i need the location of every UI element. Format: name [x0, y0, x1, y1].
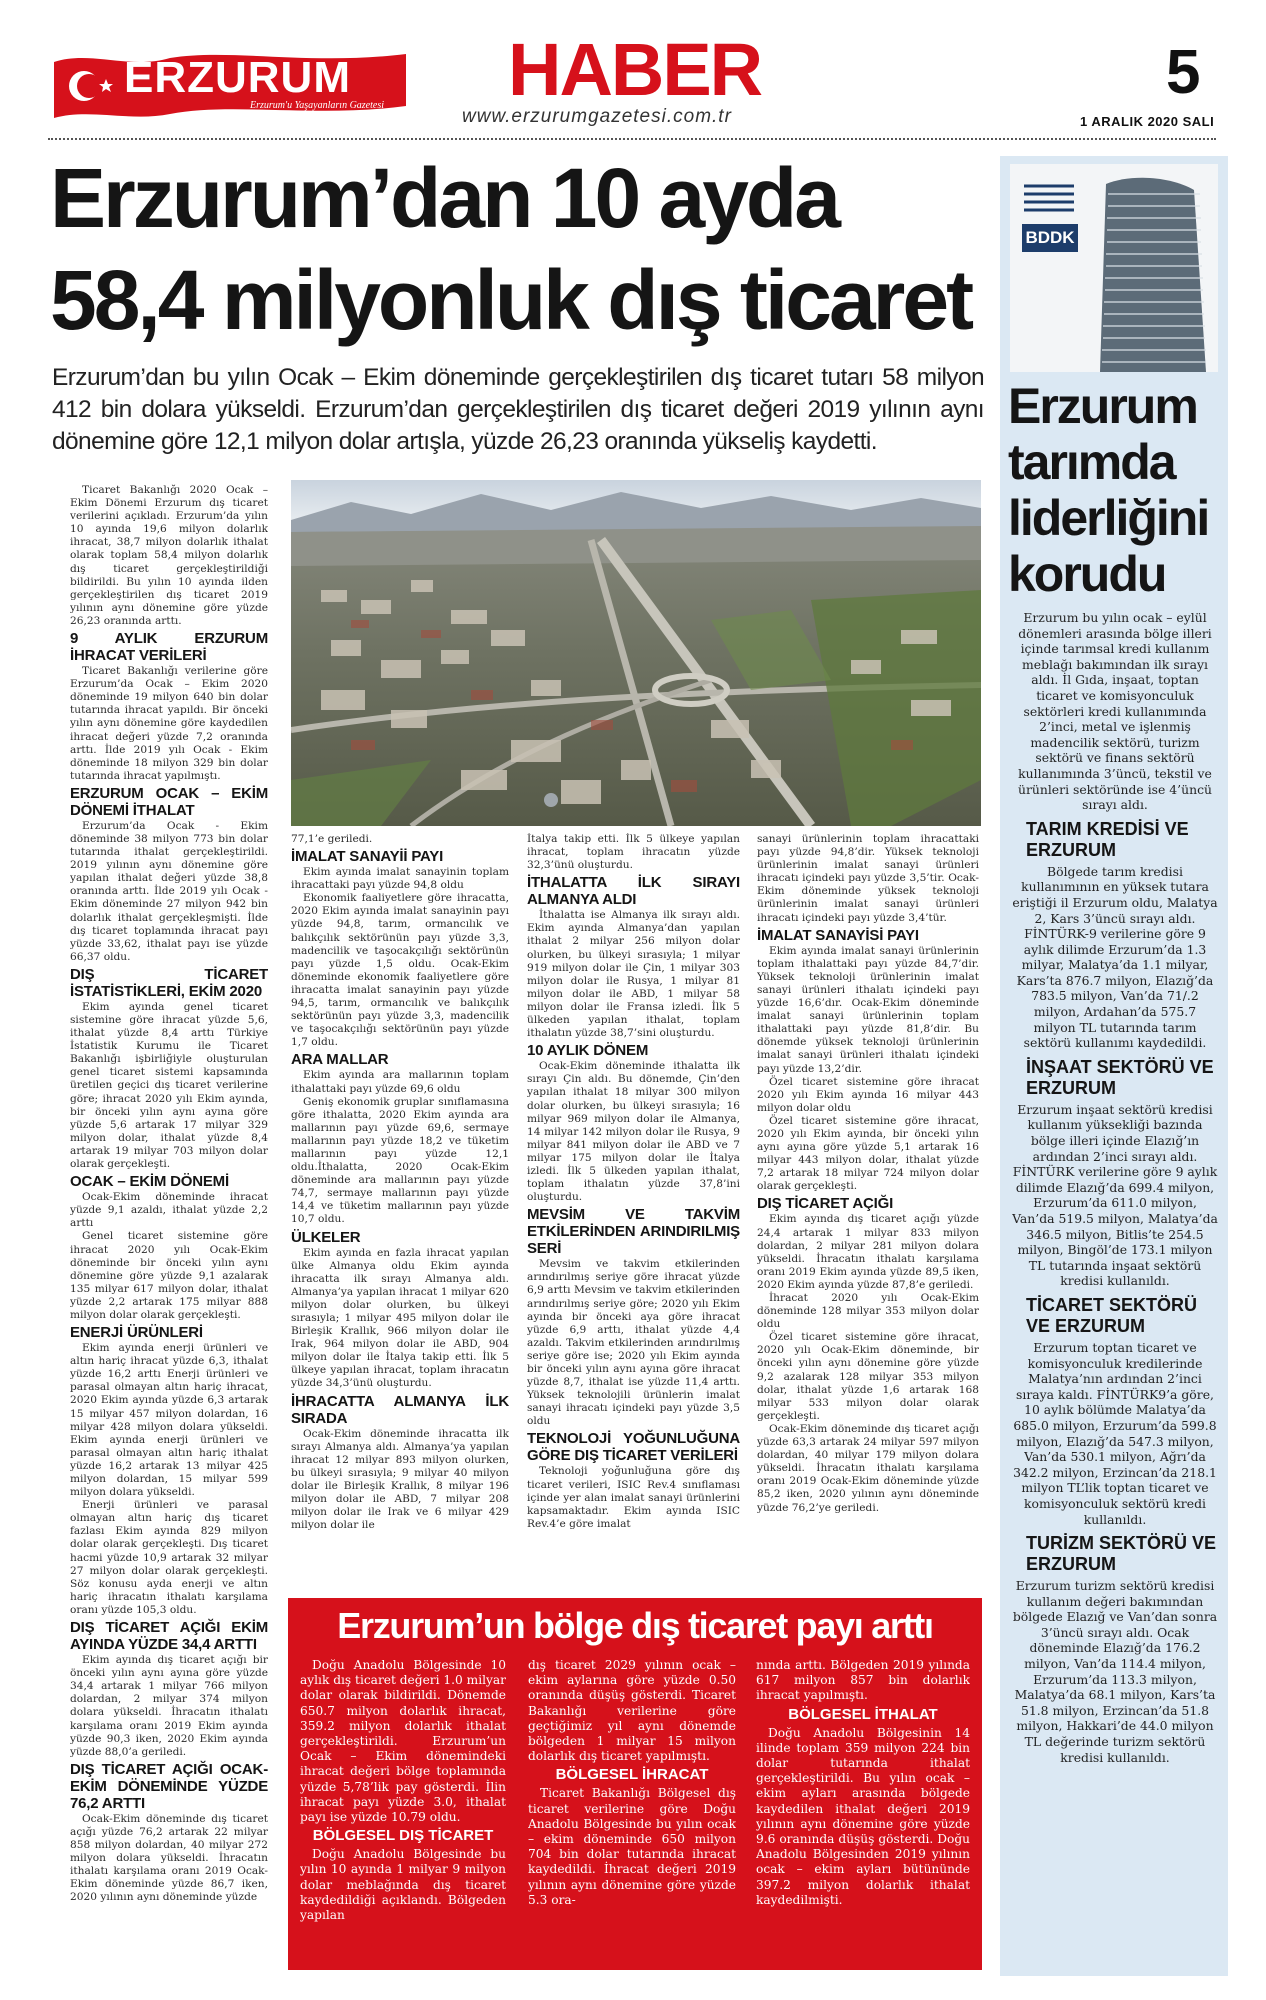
paragraph: Özel ticaret sistemine göre ihracat 2020 yılı Ekim ayında 16 milyar 443 milyon dolar oldu: [757, 1075, 979, 1114]
sidebar-title: Erzurum tarımda liderliğini korudu: [1008, 378, 1209, 602]
paragraph: Doğu Anadolu Bölgesinde 10 aylık dış ticaret değeri 1.0 milyar dolar olarak bildirildi. Dönemde 650.7 milyon dolarlık ihracat, 359.2 milyon dolarlık ithalat gerçekleştirildi. Erzurum’un Ocak – Ekim dönemindeki ihracat değeri bölge toplamında yüzde 5,78’lik pay gösterdi. İlin ihracat payı yüzde 3.0, ithalat payı ise yüzde 10.79 oldu.: [300, 1658, 506, 1825]
paragraph: Erzurum inşaat sektörü kredisi kullanım yüksekliği bazında bölge illeri içinde Elazığ’ın ardından 2’inci sırayı aldı. FİNTÜRK verilerine göre 9 aylık dilimde Elazığ’da 699.4 milyon, Erzurum’da 611.0 milyon, Van’da 519.5 milyon, Malatya’da 346.5 milyon, Bitlis’te 254.5 milyon, Bingöl’de 173.1 milyon TL tutarında inşaat sektörü kredisi kullanıldı.: [1012, 1101, 1218, 1289]
paragraph: Enerji ürünleri ve parasal olmayan altın hariç dış ticaret fazlası Ekim ayında 829 milyon dolar olarak gerçekleşti. Dış ticaret hacmi yüzde 10,9 artarak 32 milyar 27 milyon dolar olarak gerçekleşti. Söz konusu ayda enerji ve altın hariç ihracatın ithalatı karşılama oranı yüzde 105,3 oldu.: [70, 1499, 268, 1616]
paragraph: Ekim ayında dış ticaret açığı bir önceki yılın aynı ayına göre yüzde 34,4 artarak 1 milyar 766 milyon dolardan, 2 milyar 374 milyon dolara yükseldi. İhracatın ithalatı karşılama oranı 2019 Ekim ayında yüzde 90,3 iken, 2020 Ekim ayında yüzde 88,0’a geriledi.: [70, 1654, 268, 1758]
subheading: TARIM KREDİSİ VE ERZURUM: [1026, 818, 1189, 860]
subheading: ARA MALLAR: [291, 1051, 389, 1069]
regional-trade-column-1: [300, 1658, 506, 1964]
subheading: İHRACATTA ALMANYA İLK SIRADA: [291, 1392, 509, 1427]
paragraph: Mevsim ve takvim etkilerinden arındırılmış seriye göre ihracat yüzde 6,9 arttı Mevsim ve takvim etkilerinden arındırılmış seriye göre; 2020 yılı Ekim ayında bir önceki aya göre ihracat yüzde 6,9 arttı, ithalat yüzde 4,4 azaldı. Takvim etkilerinden arındırılmış seriye göre ise; 2020 yılı Ekim ayında bir önceki yılın aynı ayına göre ihracat yüzde 8,7, ithalat ise yüzde 11,4 arttı. Yüksek teknolojili ürünlerin imalat sanayi ihracatı içindeki payı yüzde 3,5 oldu: [527, 1258, 740, 1428]
subheading: MEVSİM VE TAKVİM ETKİLERİNDEN ARINDIRILMIŞ SERİ: [527, 1206, 740, 1258]
subheading: ERZURUM OCAK – EKİM DÖNEMİ İTHALAT: [70, 784, 268, 819]
paragraph: Ekim ayında ara mallarının toplam ithalattaki payı yüzde 69,6 oldu: [291, 1069, 509, 1095]
subheading: TİCARET SEKTÖRÜ VE ERZURUM: [1026, 1294, 1197, 1336]
article-column-3: [527, 833, 740, 1577]
paragraph: Teknoloji yoğunluğuna göre dış ticaret verileri, ISIC Rev.4 sınıflaması içinde yer alan imalat sanayi ürünlerini kapsamaktadır. Ekim ayında ISIC Rev.4’e göre imalat: [527, 1465, 740, 1530]
paragraph: 77,1’e geriledi.: [291, 833, 373, 845]
sidebar-body: [1012, 610, 1218, 1970]
paragraph: Erzurum bu yılın ocak – eylül dönemleri arasında bölge illeri içinde tarımsal kredi kullanım meblağı bakımından ilk sırayı aldı. İl Gıda, inşaat, toptan ticaret ve komisyonculuk sektörleri kredi kullanımında 2’inci, metal ve işlenmiş madencilik sektörü, turizm sektörü ve finans sektörü kullanımında 3’üncü, tekstil ve ürünleri sektöründe ise 4’üncü sırayı aldı.: [1017, 610, 1212, 813]
headline-deck: Erzurum’dan bu yılın Ocak – Ekim döneminde gerçekleştirilen dış ticaret tutarı 58 milyon 412 bin dolara yükseldi. Erzurum’dan gerçekleştirilen dış ticaret değeri 2019 yılının aynı dönemine göre 12,1 milyon dolar artışla, yüzde 26,23 oranında yükseliş kaydetti.: [52, 364, 984, 455]
article-column-2: [291, 833, 509, 1577]
subheading: BÖLGESEL İTHALAT: [788, 1705, 938, 1723]
subheading: ÜLKELER: [291, 1228, 361, 1246]
paragraph: nında arttı. Bölgeden 2019 yılında 617 milyon 857 bin dolarlık ihracat yapılmıştı.: [756, 1658, 970, 1703]
subheading: DIŞ TİCARET İSTATİSTİKLERİ, EKİM 2020: [70, 965, 268, 1000]
subheading: BÖLGESEL İHRACAT: [555, 1766, 709, 1784]
paragraph: Ekim ayında imalat sanayi ürünlerinin toplam ithalattaki payı yüzde 84,7’dir. Yüksek teknoloji ürünlerinin imalat sanayi ürünleri ithalatı içindeki payı yüzde 16,6’dır. Ocak-Ekim döneminde imalat sanayi ürünlerinin toplam ithalattaki payı yüzde 81,8’dir. Bu dönemde yüksek teknoloji ürünlerinin imalat sanayi ürünleri ithalatı içindeki payı yüzde 13,2’dir.: [757, 944, 979, 1075]
bddk-logo-text: BDDK: [1025, 228, 1075, 247]
regional-trade-title: Erzurum’un bölge dış ticaret payı arttı: [337, 1605, 933, 1646]
brand-tagline: Erzurum'u Yaşayanların Gazetesi: [250, 100, 385, 111]
paragraph: Doğu Anadolu Bölgesinde bu yılın 10 ayında 1 milyar 9 milyon dolar meblağında dış ticaret kaydedildiği açıklandı. Bölgeden yapılan: [300, 1847, 506, 1923]
paragraph: Erzurum turizm sektörü kredisi kullanım değeri bakımından bölgede Elazığ ve Van’dan sonra 3’üncü sırayı aldı. Ocak döneminde Elazığ’da 176.2 milyon, Van’da 114.4 milyon, Erzurum’da 113.3 milyon, Malatya’da 68.1 milyon, Kars’ta 51.8 milyon, Erzincan’da 51.8 milyon, Hakkari’de 44.0 milyon TL değerinde turizm sektörü kredisi kullanıldı.: [1012, 1578, 1218, 1765]
paragraph: Ekim ayında imalat sanayinin toplam ihracattaki payı yüzde 94,8 oldu: [291, 866, 509, 892]
section-title: HABER: [508, 28, 762, 111]
regional-trade-column-2: [528, 1658, 736, 1964]
masthead-logo: [50, 48, 410, 122]
paragraph: İhracat 2020 yılı Ocak-Ekim döneminde 128 milyar 353 milyon dolar oldu: [757, 1292, 979, 1331]
paragraph: Ekim ayında en fazla ihracat yapılan ülke Almanya oldu Ekim ayında ihracatta ilk sırayı Almanya aldı. Almanya’ya yapılan ihracat 1 milyar 620 milyon dolar olurken, bu ülkeyi sırasıyla; 1 milyar 495 milyon dolar ile Birleşik Krallık, 966 milyon dolar ile Irak, 964 milyon dolar ile ABD, 904 milyon dolar ile İtalya takip etti. İlk 5 ülkeye yapılan ihracat, toplam ihracatın yüzde 34,3’ünü oluşturdu.: [291, 1246, 509, 1390]
paragraph: Ticaret Bakanlığı verilerine göre Erzurum’da Ocak – Ekim 2020 döneminde 19 milyon 640 bin dolar tutarında ihracat yapıldı. Bir önceki yılın aynı dönemine göre kaydedilen ihracat değeri yüzde 7,2 oranında arttı. İlde 2019 yılı Ocak - Ekim döneminde 18 milyon 329 bin dolar tutarında ihracat yapılmıştı.: [70, 665, 268, 782]
paragraph: Ticaret Bakanlığı 2020 Ocak – Ekim Dönemi Erzurum dış ticaret verilerini açıkladı. Erzurum’da yılın 10 ayında 19,6 milyon dolarlık ihracat, 38,7 milyon dolarlık ithalat olarak toplam 58,4 milyon dolarlık dış ticaret gerçekleştirildiği bildirildi. Bu yılın 10 ayında ilden gerçekleştirilen dış ticaret 2019 yılının aynı dönemine göre yüzde 26,23 oranında arttı.: [70, 484, 268, 627]
subheading: 9 AYLIK ERZURUM İHRACAT VERİLERİ: [70, 630, 268, 665]
paragraph: Ekim ayında enerji ürünleri ve altın hariç ihracat yüzde 6,3, ithalat yüzde 16,2 arttı Enerji ürünleri ve parasal olmayan altın hariç ihracat, 2020 Ekim ayında yüzde 6,3 artarak 15 milyar 457 milyon dolardan, 16 milyar 428 milyon dolara yükseldi. Ekim ayında enerji ürünleri ve parasal olmayan altın hariç ithalat yüzde 16,2 artarak 13 milyar 425 milyon dolardan, 15 milyar 599 milyon dolara yükseldi.: [70, 1342, 268, 1499]
paragraph: Geniş ekonomik gruplar sınıflamasına göre ithalatta, 2020 Ekim ayında ara mallarının payı yüzde 69,6, sermaye mallarının payı yüzde 18,2 ve tüketim mallarının payı yüzde 12,1 oldu.İthalatta, 2020 Ocak-Ekim döneminde ara mallarının payı yüzde 74,7, sermaye mallarının payı yüzde 14,4 ve tüketim mallarının payı yüzde 10,7 oldu.: [291, 1095, 509, 1226]
regional-trade-column-3: [756, 1658, 970, 1964]
page-number: 5: [1166, 38, 1201, 107]
regional-trade-box: [288, 1598, 982, 1970]
website-link[interactable]: www.erzurumgazetesi.com.tr: [462, 106, 732, 127]
subheading: BÖLGESEL DIŞ TİCARET: [312, 1827, 494, 1845]
masthead-divider: [48, 138, 1216, 140]
paragraph: Özel ticaret sistemine göre ihracat, 2020 yılı Ekim ayında, bir önceki yılın aynı ayına göre yüzde 5,1 artarak 16 milyar 443 milyon dolar, ithalat yüzde 7,2 artarak 18 milyar 724 milyon dolar olarak gerçekleşti.: [757, 1114, 979, 1193]
headline-line1: Erzurum’dan 10 ayda: [50, 151, 838, 245]
subheading: TURİZM SEKTÖRÜ VE ERZURUM: [1026, 1533, 1217, 1575]
paragraph: Erzurum toptan ticaret ve komisyonculuk kredilerinde Malatya’nın ardından 2’inci sıraya kaldı. FİNTÜRK9’a göre, 10 aylık bölümde Malatya’da 685.0 milyon, Erzurum’da 599.8 milyon, Elazığ’da 547.3 milyon, Van’da 530.1 milyon, Ağrı’da 342.2 milyon, Erzincan’da 218.1 milyon TL’lik toptan ticaret ve komisyonculuk sektörü kredi kullanıldı.: [1013, 1339, 1217, 1527]
paragraph: Ekim ayında dış ticaret açığı yüzde 24,4 artarak 1 milyar 833 milyon dolardan, 2 milyar 281 milyon dolara yükseldi. İhracatın ithalatı karşılama oranı 2019 Ekim ayında yüzde 89,5 iken, 2020 Ekim ayında yüzde 87,8’e geriledi.: [757, 1213, 979, 1291]
subheading: DIŞ TİCARET AÇIĞI: [757, 1195, 894, 1213]
paragraph: dış ticaret 2029 yılının ocak – ekim aylarına göre yüzde 0.50 oranında düşüş gösterdi. Ticaret Bakanlığı verilerine göre geçtiğimiz yıl aynı dönemde bölgeden 1 milyar 15 milyon dolarlık dış ticaret yapılmıştı.: [528, 1658, 736, 1764]
subheading: DIŞ TİCARET AÇIĞI OCAK-EKİM DÖNEMİNDE YÜZDE 76,2 ARTTI: [70, 1760, 268, 1812]
subheading: İMALAT SANAYİİ PAYI: [291, 848, 444, 866]
brand-name: ERZURUM: [124, 53, 351, 102]
paragraph: Bölgede tarım kredisi kullanımının en yüksek tutara eriştiği il Erzurum oldu, Malatya 2, Kars 3’üncü sırayı aldı. FİNTÜRK-9 verilerine göre 9 aylık dilimde Erzurum’da 1.3 milyar, Malatya’da 1.1 milyar, Kars’ta 876.7 milyon, Elazığ’da 783.5 milyon, Van’da 71/.2 milyon, Ardahan’da 575.7 milyon TL tutarında tarım sektörü kullanımı kaydedildi.: [1012, 863, 1218, 1051]
sidebar-panel: [1000, 156, 1228, 1976]
subheading: İNŞAAT SEKTÖRÜ VE ERZURUM: [1026, 1056, 1214, 1098]
subheading: İTHALATTA İLK SIRAYI ALMANYA ALDI: [527, 874, 740, 909]
issue-date: 1 ARALIK 2020 SALI: [1080, 114, 1215, 129]
subheading: DIŞ TİCARET AÇIĞI EKİM AYINDA YÜZDE 34,4 ARTTI: [70, 1619, 268, 1654]
paragraph: Ocak-Ekim döneminde ithalatta ilk sırayı Çin aldı. Bu dönemde, Çin’den yapılan ithalat 18 milyar 300 milyon dolar olurken, bu ülkeyi sırasıyla; 16 milyar 969 milyon dolar ile Almanya, 14 milyar 142 milyon dolar ile Rusya, 9 milyar 841 milyon dolar ile ABD ve 7 milyar 175 milyon dolar ile İtalya izledi. İlk 5 ülkeden yapılan ithalat, toplam ithalatın yüzde 37,8’ini oluşturdu.: [527, 1060, 740, 1204]
paragraph: Ekim ayında genel ticaret sistemine göre ihracat yüzde 5,6, ithalat yüzde 8,4 arttı Türkiye İstatistik Kurumu ile Ticaret Bakanlığı işbirliğiyle oluşturulan genel ticaret sistemi kapsamında üretilen geçici dış ticaret verilerine göre; ihracat 2020 yılı Ekim ayında, bir önceki yılın aynı ayına göre yüzde 5,6 artarak 17 milyar 329 milyon dolar, ithalat yüzde 8,4 artarak 19 milyar 703 milyon dolar olarak gerçekleşti.: [70, 1000, 268, 1171]
paragraph: İtalya takip etti. İlk 5 ülkeye yapılan ihracat, toplam ihracatın yüzde 32,3’ünü oluşturdu.: [527, 833, 740, 872]
paragraph: Ocak-Ekim döneminde ihracat yüzde 9,1 azaldı, ithalat yüzde 2,2 arttı: [70, 1191, 268, 1230]
paragraph: Erzurum’da Ocak - Ekim döneminde 38 milyon 773 bin dolar tutarında ithalat gerçekleştirildi. 2019 yılının aynı dönemine göre yapılan ithalat değeri yüzde 38,8 oranında arttı. İlde 2019 yılı Ocak - Ekim döneminde 27 milyon 942 bin dolarlık ithalat gerçekleşmişti. İlde dış ticaret toplamında ihracat payı yüzde 33,62, ithalat payı ise yüzde 66,37 oldu.: [70, 819, 268, 963]
paragraph: Doğu Anadolu Bölgesinin 14 ilinde toplam 359 milyon 224 bin dolar tutarında ithalat gerçekleştirildi. Bu yılın ocak – ekim ayları arasında bölgede kaydedilen ithalat değeri 2019 yılının aynı dönemine göre yüzde 9.6 oranında düşüş gösterdi. Doğu Anadolu Bölgesinden 2019 yılının ocak – ekim ayları bütününde 397.2 milyon dolarlık ithalat kaydedilmişti.: [756, 1725, 970, 1907]
paragraph: Genel ticaret sistemine göre ihracat 2020 yılı Ocak-Ekim döneminde bir önceki yılın aynı dönemine göre yüzde 9,1 azalarak 135 milyar 617 milyon dolar, ithalat yüzde 2,2 artarak 175 milyar 888 milyon dolar olarak gerçekleşti.: [70, 1230, 268, 1321]
article-column-1: [70, 484, 268, 1964]
paragraph: sanayi ürünlerinin toplam ihracattaki payı yüzde 94,8’dir. Yüksek teknoloji ürünlerinin imalat sanayi ürünleri ihracatı içindeki payı yüzde 3,5’tir. Ocak-Ekim döneminde yüksek teknoloji ürünlerinin imalat sanayi ürünleri ihracatı içindeki payı yüzde 3,4’tür.: [757, 833, 979, 924]
masthead: [0, 0, 1266, 140]
subheading: TEKNOLOJİ YOĞUNLUĞUNA GÖRE DIŞ TİCARET VERİLERİ: [527, 1430, 740, 1465]
subheading: ENERJİ ÜRÜNLERİ: [70, 1324, 203, 1342]
paragraph: Ticaret Bakanlığı Bölgesel dış ticaret verilerine göre Doğu Anadolu Bölgesinde bu yılın ocak – ekim döneminde 650 milyon 704 bin dolar tutarında ihracat kaydedildi. İhracat değeri 2019 yılının aynı dönemine göre yüzde 5.3 ora-: [528, 1786, 736, 1907]
subheading: OCAK – EKİM DÖNEMİ: [70, 1173, 229, 1191]
paragraph: Ocak-Ekim döneminde dış ticaret açığı yüzde 63,3 artarak 24 milyar 597 milyon dolardan, 40 milyar 179 milyon dolara yükseldi. İhracatın ithalatı karşılama oranı 2019 Ocak-Ekim döneminde yüzde 85,2 iken, 2020 yılının aynı döneminde yüzde 76,2’ye geriledi.: [757, 1422, 979, 1514]
headline-line2: 58,4 milyonluk dış ticaret: [50, 253, 972, 347]
paragraph: Ocak-Ekim döneminde ihracatta ilk sırayı Almanya aldı. Almanya’ya yapılan ihracat 12 milyar 893 milyon olurken, bu ülkeyi sırasıyla; 9 milyar 40 milyon dolar ile Birleşik Krallık, 8 milyar 196 milyon dolar ile ABD, 7 milyar 208 milyon dolar ile Irak ve 6 milyar 429 milyon dolar ile: [291, 1427, 509, 1532]
paragraph: İthalatta ise Almanya ilk sırayı aldı. Ekim ayında Almanya’dan yapılan ithalat 2 milyar 256 milyon dolar olurken, bu ülkeyi sırasıyla; 1 milyar 919 milyon dolar ile Çin, 1 milyar 303 milyon dolar ile Rusya, 1 milyar 81 milyon dolar ile ABD, 1 milyar 58 milyon dolar ile Fransa izledi. İlk 5 ülkeden yapılan ithalat, toplam ithalatın yüzde 38,7’sini oluşturdu.: [527, 909, 740, 1040]
paragraph: Ocak-Ekim döneminde dış ticaret açığı yüzde 76,2 artarak 22 milyar 858 milyon dolardan, 40 milyar 272 milyon dolara yükseldi. İhracatın ithalatı karşılama oranı 2019 Ocak-Ekim döneminde yüzde 86,7 iken, 2020 yılının aynı döneminde yüzde: [70, 1812, 268, 1904]
bddk-building-photo: [1010, 164, 1218, 372]
subheading: 10 AYLIK DÖNEM: [527, 1042, 649, 1060]
paragraph: Ekonomik faaliyetlere göre ihracatta, 2020 Ekim ayında imalat sanayinin payı yüzde 94,8, tarım, ormancılık ve balıkçılık sektörünün payı yüzde 3,3, madencilik ve taşocakçılığı sektörünün payı yüzde 1,5 oldu. Ocak-Ekim döneminde ekonomik faaliyetlere göre ihracatta imalat sanayinin payı yüzde 94,5, tarım, ormancılık ve balıkçılık sektörünün payı yüzde 3,3, madencilik ve taşocakçılığı sektörünün payı yüzde 1,7 oldu.: [291, 892, 509, 1049]
paragraph: Özel ticaret sistemine göre ihracat, 2020 yılı Ocak-Ekim döneminde, bir önceki yılın aynı dönemine göre yüzde 9,2 azalarak 128 milyar 353 milyon dolar, ithalat yüzde 1,6 artarak 168 milyar 533 milyon dolar olarak gerçekleşti.: [757, 1331, 979, 1422]
subheading: İMALAT SANAYİSİ PAYI: [757, 926, 919, 944]
article-column-4: [757, 833, 979, 1577]
aerial-city-photo: [291, 480, 981, 826]
